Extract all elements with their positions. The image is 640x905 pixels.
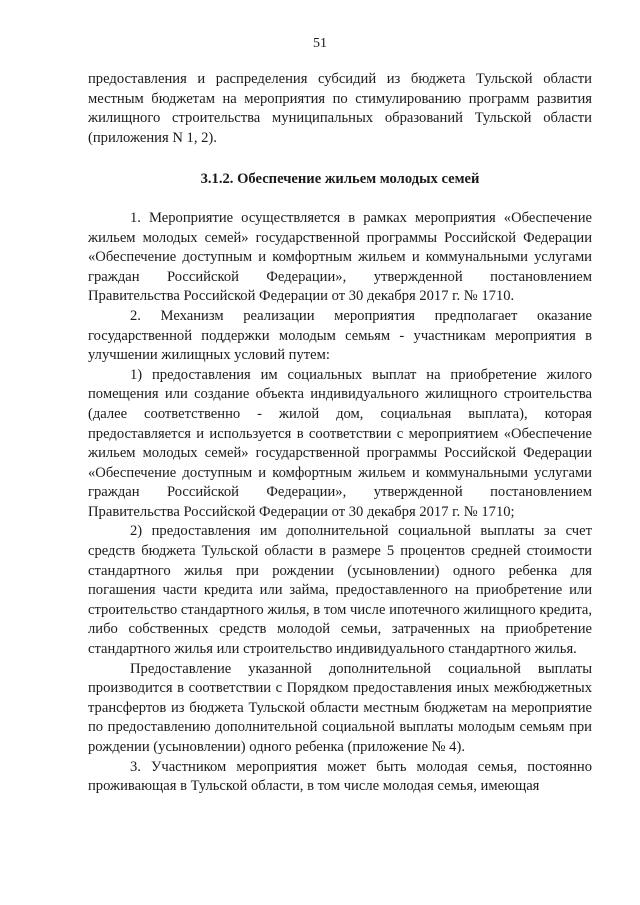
document-body xyxy=(88,70,592,797)
paragraph-1: 1. Мероприятие осуществляется в рамках мероприятия «Обеспечение жильем молодых семей» государственной программы Российской Федерации «Обеспечение доступным и комфортным жильем и коммунальными услугами граждан Российской Федерации», утвержденной постановлением Правительства Российской Федерации от 30 декабря 2017 г. № 1710. xyxy=(88,209,592,305)
section-heading: 3.1.2. Обеспечение жильем молодых семей xyxy=(200,171,480,188)
paragraph-3: 1) предоставления им социальных выплат на приобретение жилого помещения или создание объекта индивидуального жилищного строительства (далее соответственно - жилой дом, социальная выплата), которая предоставляется и используется в соответствии с мероприятием «Обеспечение жильем молодых семей» государственной программы Российской Федерации «Обеспечение доступным и комфортным жильем и коммунальными услугами граждан Российской Федерации», утвержденной постановлением Правительства Российской Федерации от 30 декабря 2017 г. № 1710; xyxy=(88,366,592,520)
page-number: 51 xyxy=(313,36,327,51)
paragraph-6: 3. Участником мероприятия может быть молодая семья, постоянно проживающая в Тульской области, в том числе молодая семья, имеющая xyxy=(88,758,592,795)
paragraph-2: 2. Механизм реализации мероприятия предполагает оказание государственной поддержки молодым семьям - участникам мероприятия в улучшении жилищных условий путем: xyxy=(88,307,592,364)
paragraph-5: Предоставление указанной дополнительной социальной выплаты производится в соответствии с Порядком предоставления иных межбюджетных трансфертов из бюджета Тульской области местным бюджетам на мероприятие по предоставлению дополнительной социальной выплаты молодым семьям при рождении (усыновлении) одного ребенка (приложение № 4). xyxy=(88,660,592,755)
paragraph-continued: предоставления и распределения субсидий из бюджета Тульской области местным бюджетам на мероприятия по стимулированию программ развития жилищного строительства муниципальных образований Тульской области (приложения N 1, 2). xyxy=(88,71,592,146)
paragraph-4: 2) предоставления им дополнительной социальной выплаты за счет средств бюджета Тульской области в размере 5 процентов средней стоимости стандартного жилья при рождении (усыновлении) одного ребенка для погашения части кредита или займа, предоставленного на приобретение или строительство стандартного жилья, в том числе ипотечного жилищного кредита, либо собственных средств молодой семьи, затраченных на приобретение стандартного жилья или строительство индивидуального стандартного жилья. xyxy=(88,523,592,658)
